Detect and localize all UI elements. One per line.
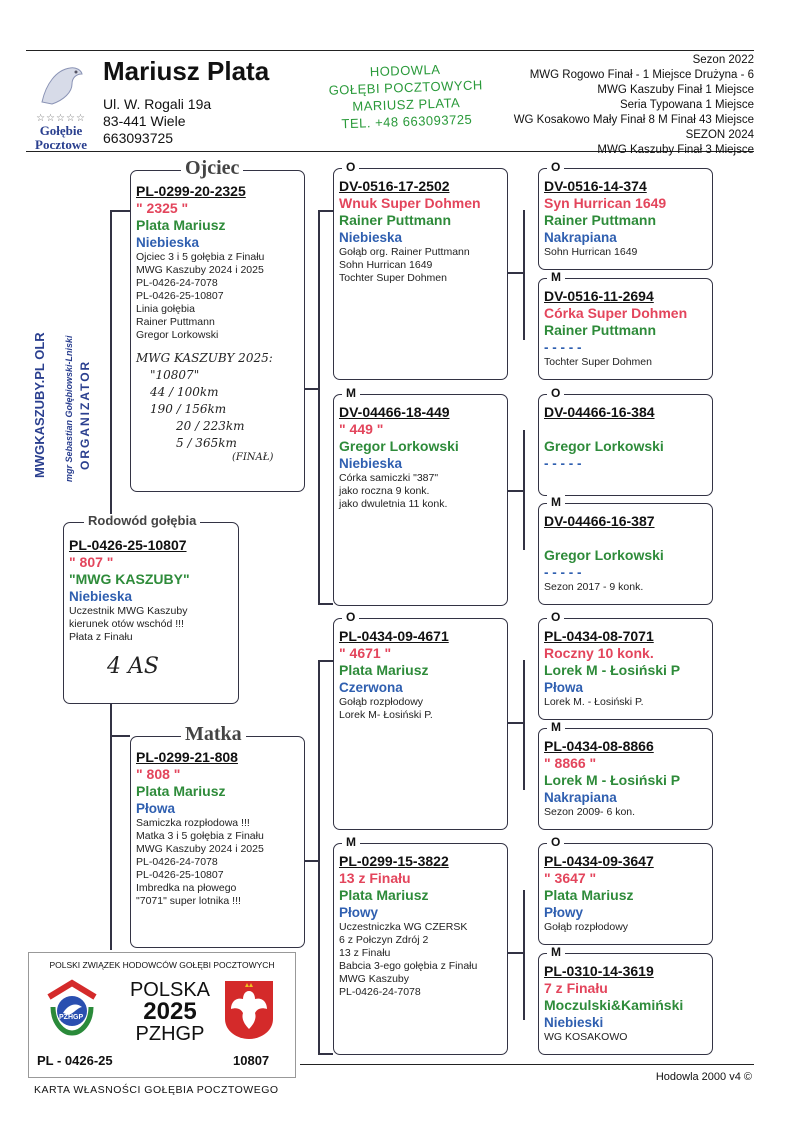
feather-color: Płowa [544, 680, 584, 695]
sex-label: O [547, 160, 564, 174]
card-center [125, 979, 215, 1045]
note: Sohn Hurrican 1649 [339, 259, 433, 271]
sex-label: O [547, 835, 564, 849]
feather-color: Niebieski [544, 1015, 604, 1030]
feather-color: Niebieska [339, 230, 403, 245]
sex-label: O [342, 160, 359, 174]
ownership-card [28, 952, 296, 1078]
owner: Lorek M - Łosiński P [544, 662, 681, 678]
feather-color: Nakrapiana [544, 790, 617, 805]
achievement: SEZON 2024 [685, 129, 754, 141]
ring-number: DV-04466-16-384 [544, 404, 655, 420]
ring-number: DV-04466-18-449 [339, 404, 450, 420]
feather-color: Niebieska [69, 589, 133, 604]
note: Płata z Finału [69, 631, 133, 643]
owner: Gregor Lorkowski [544, 547, 664, 563]
footer-rule [300, 1064, 754, 1065]
bird-nick: "MWG KASZUBY" [69, 571, 190, 587]
card-abbr: PZHGP [135, 1023, 205, 1045]
connector [318, 660, 333, 662]
pigeon-logo-icon [36, 62, 86, 108]
feather-color: - - - - - [544, 340, 582, 355]
phone: 663093725 [103, 130, 174, 146]
connector [318, 603, 333, 605]
ring-number: DV-04466-16-387 [544, 513, 655, 529]
stamp-line: TEL. +48 663093725 [341, 111, 473, 132]
connector [318, 1053, 333, 1055]
note: jako dwuletnia 11 konk. [339, 498, 448, 510]
note: Matka 3 i 5 gołębia z Finału [136, 830, 264, 842]
handwritten-note: 4 AS [107, 654, 159, 679]
note: Gołąb rozpłodowy [544, 921, 629, 933]
card-org: POLSKI ZWIĄZEK HODOWCÓW GOŁĘBI POCZTOWYCH [49, 960, 275, 970]
ring-number: PL-0299-15-3822 [339, 853, 449, 869]
connector [318, 210, 320, 605]
address-line-2: 83-441 Wiele [103, 113, 186, 129]
grandfather-maternal-card [333, 610, 508, 830]
note: Uczestnik MWG Kaszuby [69, 605, 188, 617]
sex-label: M [342, 835, 360, 849]
breeder-stamp [305, 59, 507, 134]
note: Tochter Super Dohmen [339, 272, 447, 284]
mother-label: Matka [181, 723, 246, 745]
bird-name: Wnuk Super Dohmen [339, 195, 481, 211]
note: "7071" super lotnika !!! [136, 895, 241, 907]
bird-name: " 449 " [339, 421, 384, 437]
achievement: MWG Kaszuby Finał 3 Miejsce [597, 144, 754, 156]
white-eagle-icon [221, 979, 277, 1041]
note: PL-0426-24-7078 [136, 856, 218, 868]
card-caption: KARTA WŁASNOŚCI GOŁĘBIA POCZTOWEGO [34, 1084, 279, 1096]
sex-label: M [547, 495, 565, 509]
achievements-list [514, 53, 754, 158]
connector [305, 388, 319, 390]
bird-name: " 808 " [136, 766, 181, 782]
feather-color: Czerwona [339, 680, 403, 695]
note: Linia gołębia [136, 303, 195, 315]
logo [28, 62, 94, 152]
note: Samiczka rozpłodowa !!! [136, 817, 250, 829]
note: Ojciec 3 i 5 gołębia z Finału [136, 251, 265, 263]
owner: Rainer Puttmann [339, 212, 452, 228]
note: Babcia 3-ego gołębia z Finału [339, 960, 478, 972]
badge-text: PZHGP [59, 1014, 84, 1021]
owner: Plata Mariusz [339, 887, 429, 903]
note: PL-0426-24-7078 [339, 986, 421, 998]
achievement: MWG Kaszuby Finał 1 Miejsce [597, 84, 754, 96]
note: MWG Kaszuby 2024 i 2025 [136, 264, 264, 276]
address-line-1: Ul. W. Rogali 19a [103, 96, 212, 112]
note: Gołąb rozpłodowy [339, 696, 424, 708]
card-country: POLSKA [129, 979, 211, 1001]
note: Imbredka na płowego [136, 882, 237, 894]
feather-color: Niebieska [136, 235, 200, 250]
note: WG KOSAKOWO [544, 1031, 628, 1043]
note: MWG Kaszuby [339, 973, 410, 985]
footer-text: Hodowla 2000 v4 © [655, 1071, 752, 1083]
feather-color: Niebieska [339, 456, 403, 471]
bird-name: " 8866 " [544, 755, 597, 771]
header-top-rule [26, 50, 754, 51]
note: Tochter Super Dohmen [544, 356, 652, 368]
mother-card [130, 723, 305, 948]
note: PL-0426-25-10807 [136, 869, 224, 881]
feather-color: Płowa [136, 801, 176, 816]
note: PL-0426-24-7078 [136, 277, 218, 289]
note: Sohn Hurrican 1649 [544, 246, 638, 258]
note: Rainer Puttmann [136, 316, 215, 328]
note: Uczestniczka WG CZERSK [339, 921, 468, 933]
achievement: Sezon 2022 [692, 54, 754, 66]
bird-name: Córka Super Dohmen [544, 305, 688, 321]
bird-name: " 807 " [69, 554, 114, 570]
connector [110, 210, 130, 212]
note: Sezon 2017 - 9 konk. [544, 581, 644, 593]
stamp-line: MARIUSZ PLATA [352, 95, 461, 114]
pzhgp-badge-icon [41, 977, 103, 1039]
connector [110, 735, 130, 737]
ring-number: PL-0299-20-2325 [136, 183, 246, 199]
sex-label: O [547, 386, 564, 400]
hand-line: (FINAŁ) [232, 452, 274, 463]
hand-line: "10807" [150, 368, 200, 382]
card-year: 2025 [143, 998, 197, 1025]
organizer-stamp-line-1: MWGKASZUBY.PL OLR [32, 332, 47, 478]
connector [508, 722, 524, 724]
note: Sezon 2009- 6 kon. [544, 806, 636, 818]
owner: Gregor Lorkowski [544, 438, 664, 454]
connector [508, 272, 524, 274]
bird-name: 13 z Finału [339, 870, 411, 886]
note: Córka samiczki "387" [339, 472, 439, 484]
owner: Plata Mariusz [339, 662, 429, 678]
stamp-line: GOŁĘBI POCZTOWYCH [328, 77, 483, 98]
achievement: WG Kosakowo Mały Finał 8 M Finał 43 Miejsce [513, 114, 754, 126]
ancestor-card-fmm [538, 495, 713, 605]
hand-line: 20 / 223km [176, 419, 245, 433]
owner: Plata Mariusz [136, 783, 226, 799]
ancestor-card-mmm [538, 945, 713, 1055]
main-bird-card [63, 513, 239, 704]
logo-text-1: Gołębie [39, 123, 83, 138]
owner: Rainer Puttmann [544, 212, 657, 228]
bird-name: " 3647 " [544, 870, 597, 886]
owner: Plata Mariusz [136, 217, 226, 233]
note: Lorek M. - Łosiński P. [544, 696, 644, 708]
ancestor-card-mff [538, 610, 713, 720]
ring-number: PL-0426-25-10807 [69, 537, 187, 553]
ancestor-card-mfm [538, 720, 713, 830]
hand-line: MWG KASZUBY 2025: [136, 351, 273, 365]
connector [523, 890, 525, 1020]
ring-number: DV-0516-17-2502 [339, 178, 450, 194]
owner: Moczulski&Kamiński [544, 997, 684, 1013]
sex-label: O [342, 610, 359, 624]
father-card [130, 157, 305, 492]
sex-label: M [547, 945, 565, 959]
owner: Gregor Lorkowski [339, 438, 459, 454]
connector [508, 490, 524, 492]
achievement: Seria Typowana 1 Miejsce [619, 99, 754, 111]
logo-stars: ☆☆☆☆☆ [36, 113, 86, 124]
note: Gołąb org. Rainer Puttmann [339, 246, 470, 258]
ring-number: PL-0434-08-8866 [544, 738, 654, 754]
note: MWG Kaszuby 2024 i 2025 [136, 843, 264, 855]
owner: Plata Mariusz [544, 887, 634, 903]
owner: Rainer Puttmann [544, 322, 657, 338]
card-ring-prefix: PL - 0426-25 [37, 1053, 113, 1068]
breeder-address [103, 96, 211, 147]
bird-name: " 2325 " [136, 200, 189, 216]
grandmother-paternal-card [333, 386, 508, 606]
ancestor-card-mmf [538, 835, 713, 945]
connector [523, 210, 525, 340]
ring-number: PL-0434-08-7071 [544, 628, 654, 644]
feather-color: Nakrapiana [544, 230, 617, 245]
hand-line: 5 / 365km [176, 436, 237, 450]
father-label: Ojciec [181, 157, 243, 179]
achievement: MWG Rogowo Finał - 1 Miejsce Drużyna - 6 [529, 69, 754, 81]
ancestor-card-fff [538, 160, 713, 270]
sex-label: M [547, 720, 565, 734]
ancestor-card-fmf [538, 386, 713, 496]
ancestor-card-ffm [538, 270, 713, 380]
sex-label: M [342, 386, 360, 400]
note: Gregor Lorkowski [136, 329, 219, 341]
stamp-line: HODOWLA [369, 61, 441, 80]
sex-label: M [547, 270, 565, 284]
feather-color: Płowy [544, 905, 584, 920]
ring-number: DV-0516-14-374 [544, 178, 647, 194]
grandmother-maternal-card [333, 835, 508, 1055]
note: PL-0426-25-10807 [136, 290, 224, 302]
organizer-stamp-line-2: mgr Sebastian Gołębiowski-Lniski [64, 335, 74, 482]
bird-name: 7 z Finału [544, 980, 608, 996]
owner: Lorek M - Łosiński P [544, 772, 681, 788]
ring-number: DV-0516-11-2694 [544, 288, 654, 304]
organizer-stamp-line-3: ORGANIZATOR [78, 359, 92, 470]
card-ring-number: 10807 [233, 1053, 270, 1068]
connector [318, 660, 320, 1055]
note: jako roczna 9 konk. [339, 485, 430, 497]
connector [318, 210, 333, 212]
bird-name: Syn Hurrican 1649 [544, 195, 667, 211]
main-bird-label: Rodowód gołębia [84, 514, 200, 528]
connector [508, 952, 524, 954]
ring-number: PL-0434-09-4671 [339, 628, 449, 644]
feather-color: Płowy [339, 905, 379, 920]
note: 13 z Finału [339, 947, 391, 959]
breeder-name: Mariusz Plata [103, 56, 270, 86]
ring-number: PL-0299-21-808 [136, 749, 238, 765]
sex-label: O [547, 610, 564, 624]
ring-number: PL-0434-09-3647 [544, 853, 654, 869]
bird-name: Roczny 10 konk. [544, 645, 654, 661]
hand-line: 44 / 100km [150, 385, 219, 399]
feather-color: - - - - - [544, 456, 582, 471]
feather-color: - - - - - [544, 565, 582, 580]
connector [305, 860, 319, 862]
hand-line: 190 / 156km [150, 402, 227, 416]
note: kierunek otów wschód !!! [69, 618, 184, 630]
note: 6 z Połczyn Zdrój 2 [339, 934, 429, 946]
logo-text-2: Pocztowe [35, 137, 87, 152]
grandfather-paternal-card [333, 160, 508, 380]
connector [523, 660, 525, 790]
note: Lorek M- Łosiński P. [339, 709, 433, 721]
ring-number: PL-0310-14-3619 [544, 963, 654, 979]
handwritten-results [136, 350, 301, 464]
bird-name: " 4671 " [339, 645, 392, 661]
